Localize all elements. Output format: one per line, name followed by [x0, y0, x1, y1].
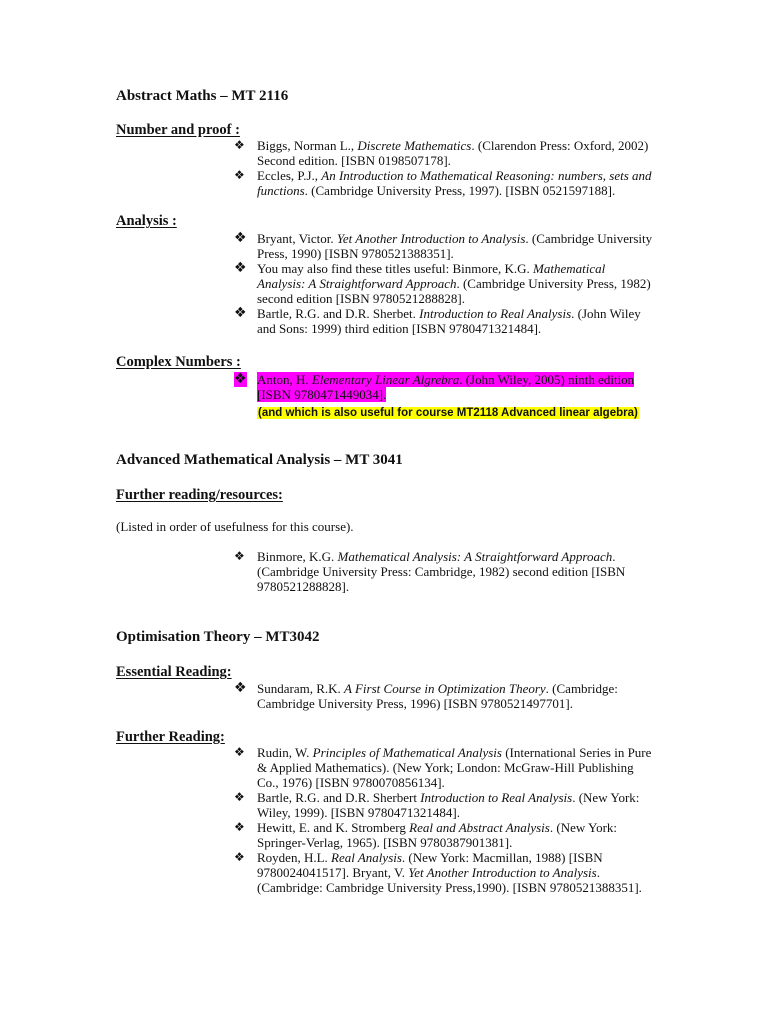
list-item — [234, 306, 654, 336]
list-item — [234, 261, 654, 306]
diamond-bullet-icon: ❖ — [234, 820, 245, 834]
reference-list-complex-numbers — [234, 372, 654, 402]
diamond-bullet-icon: ❖ — [234, 230, 247, 246]
list-item — [234, 372, 654, 402]
list-item — [234, 138, 654, 168]
reference-text: Hewitt, E. and K. Stromberg Real and Abstract Analysis. (New York: Springer-Verlag, 1965). [ISBN 9780387901381]. — [257, 820, 618, 850]
list-item — [234, 681, 654, 711]
intro-text: (Listed in order of usefulness for this course). — [116, 519, 354, 534]
reference-text: Bartle, R.G. and D.R. Sherbet. Introduction to Real Analysis. (John Wiley and Sons: 1999) third edition [ISBN 9780471321484]. — [257, 306, 641, 336]
section-heading-complex-numbers: Complex Numbers : — [116, 354, 241, 370]
reference-text: Binmore, K.G. Mathematical Analysis: A Straightforward Approach. (Cambridge University Press: Cambridge, 1982) second edition [ISBN 9780521288828]. — [257, 549, 626, 594]
section-heading-further-reading: Further Reading: — [116, 729, 225, 745]
reference-text: Royden, H.L. Real Analysis. (New York: Macmillan, 1988) [ISBN 9780024041517]. Bryant, V. Yet Another Introduction to Analysis. (Cambridge: Cambridge University Press,1990). [ISBN 9780521388351]. — [257, 850, 642, 895]
diamond-bullet-icon: ❖ — [234, 549, 245, 563]
course-title-mt3042: Optimisation Theory – MT3042 — [116, 629, 320, 645]
diamond-bullet-icon: ❖ — [234, 371, 247, 387]
list-item — [234, 850, 654, 895]
reference-list-analysis — [234, 231, 654, 336]
list-item — [234, 168, 654, 198]
reference-text-anton: Anton, H. Elementary Linear Algrebra. (John Wiley, 2005) ninth edition [ISBN 9780471449034]. — [257, 372, 635, 402]
list-item — [234, 231, 654, 261]
section-heading-number-proof: Number and proof : — [116, 122, 240, 138]
list-item — [234, 790, 654, 820]
diamond-bullet-icon: ❖ — [234, 260, 247, 276]
diamond-bullet-icon: ❖ — [234, 745, 245, 759]
highlighted-note — [257, 403, 639, 421]
section-heading-analysis: Analysis : — [116, 213, 177, 229]
reference-list-essential — [234, 681, 654, 711]
diamond-bullet-icon: ❖ — [234, 850, 245, 864]
section-heading-essential-reading: Essential Reading: — [116, 664, 232, 680]
section-heading-further-resources: Further reading/resources: — [116, 487, 283, 503]
list-item — [234, 549, 654, 594]
reference-text: You may also find these titles useful: Binmore, K.G. Mathematical Analysis: A Straightforward Approach. (Cambridge University Press, 1982) second edition [ISBN 9780521288828]. — [257, 261, 651, 306]
reference-list-number-proof — [234, 138, 654, 198]
reference-text: Eccles, P.J., An Introduction to Mathematical Reasoning: numbers, sets and functions. (Cambridge University Press, 1997). [ISBN 0521597188]. — [257, 168, 652, 198]
reference-text: Bryant, Victor. Yet Another Introduction to Analysis. (Cambridge University Press, 1990) [ISBN 9780521388351]. — [257, 231, 653, 261]
reference-text: Bartle, R.G. and D.R. Sherbert Introduction to Real Analysis. (New York: Wiley, 1999). [ISBN 9780471321484]. — [257, 790, 640, 820]
diamond-bullet-icon: ❖ — [234, 138, 245, 152]
list-item — [234, 745, 654, 790]
reference-list-mt3041 — [234, 549, 654, 594]
list-item — [234, 820, 654, 850]
note-text: (and which is also useful for course MT2118 Advanced linear algebra) — [258, 407, 638, 419]
diamond-bullet-icon: ❖ — [234, 680, 247, 696]
reference-list-further — [234, 745, 654, 895]
reference-text: Biggs, Norman L., Discrete Mathematics. (Clarendon Press: Oxford, 2002) Second edition. [ISBN 0198507178]. — [257, 138, 649, 168]
course-title-mt3041: Advanced Mathematical Analysis – MT 3041 — [116, 452, 403, 468]
reference-text: Sundaram, R.K. A First Course in Optimization Theory. (Cambridge: Cambridge University Press, 1996) [ISBN 9780521497701]. — [257, 681, 618, 711]
diamond-bullet-icon: ❖ — [234, 168, 245, 182]
reference-text: Rudin, W. Principles of Mathematical Analysis (International Series in Pure & Applied Mathematics). (New York; London: McGraw-Hill Publishing Co., 1976) [ISBN 9780070856134]. — [257, 745, 652, 790]
diamond-bullet-icon: ❖ — [234, 790, 245, 804]
course-title-mt2116: Abstract Maths – MT 2116 — [116, 88, 289, 104]
diamond-bullet-icon: ❖ — [234, 305, 247, 321]
